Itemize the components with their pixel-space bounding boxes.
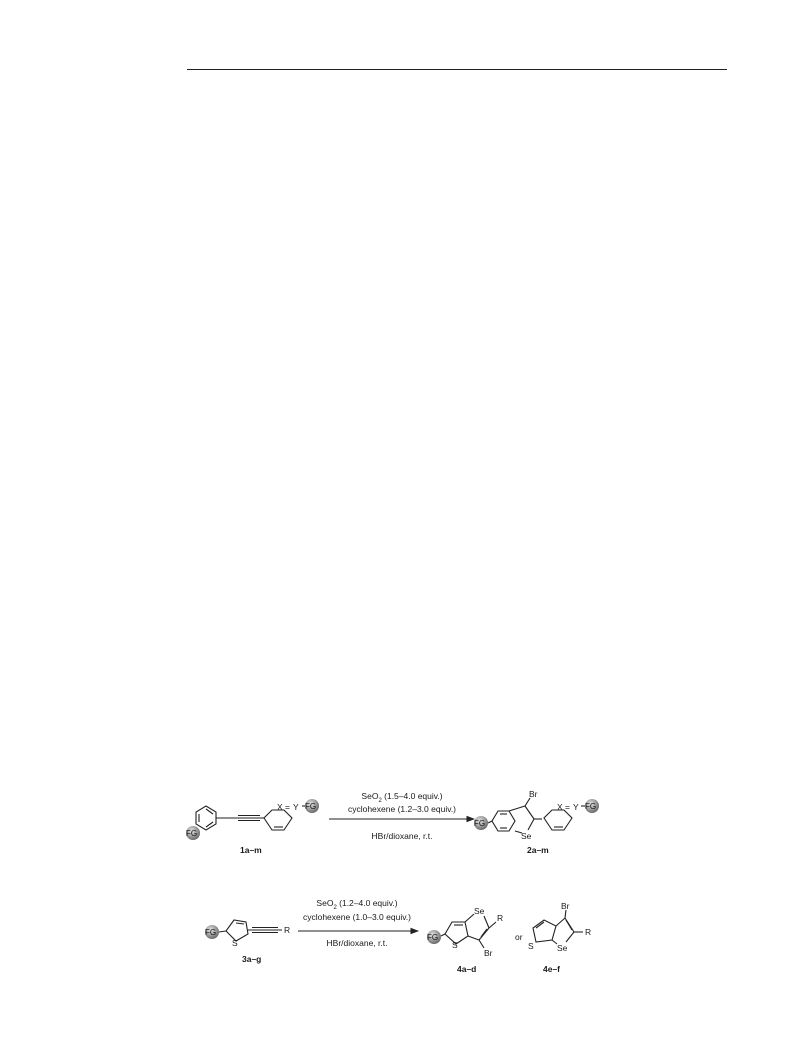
fg-label: FG: [305, 802, 317, 811]
fg-label: FG: [427, 933, 439, 942]
x-atom: X: [557, 802, 563, 812]
reagent-line-1: SeO$_2$ (1.2–4.0 equiv.): [316, 898, 398, 911]
reagent-line-2: cyclohexene (1.0–3.0 equiv.): [302, 912, 412, 922]
s-atom: S: [452, 940, 458, 950]
eq-sign: =: [565, 802, 570, 812]
scheme-2: [205, 898, 591, 974]
fg-label: FG: [585, 802, 597, 811]
br-atom: Br: [561, 901, 570, 911]
compound-label-4e-f: 4e–f: [543, 964, 561, 974]
reactant-1a-m-structure: [186, 799, 319, 840]
compound-label-3a-g: 3a–g: [242, 954, 262, 964]
s-atom: S: [528, 941, 534, 951]
product-4e-f-structure: [528, 901, 591, 953]
reactant-3a-g-structure: [205, 920, 290, 948]
eq-sign: =: [285, 802, 290, 812]
fg-label: FG: [186, 829, 198, 838]
fg-label: FG: [205, 928, 217, 937]
reaction-conditions: HBr/dioxane, r.t.: [371, 831, 433, 841]
compound-label-4a-d: 4a–d: [457, 964, 477, 974]
se-atom: Se: [557, 943, 568, 953]
se-atom: Se: [521, 831, 532, 841]
se-atom: Se: [474, 906, 485, 916]
reaction-conditions: HBr/dioxane, r.t.: [326, 938, 388, 948]
y-atom: Y: [293, 802, 299, 812]
reagent-line-1: SeO$_2$ (1.5–4.0 equiv.): [361, 791, 443, 804]
compound-label-2a-m: 2a–m: [527, 845, 549, 855]
r-group: R: [497, 913, 504, 923]
s-atom: S: [232, 938, 238, 948]
r-group: R: [585, 927, 592, 937]
br-atom: Br: [484, 948, 493, 958]
or-text: or: [515, 932, 523, 942]
reagent-line-2: cyclohexene (1.2–3.0 equiv.): [347, 804, 457, 814]
scheme-1: [186, 789, 599, 855]
product-4a-d-structure: [427, 906, 503, 958]
y-atom: Y: [573, 802, 579, 812]
compound-label-1a-m: 1a–m: [240, 845, 262, 855]
r-group: R: [284, 925, 291, 935]
product-2a-m-structure: [474, 789, 599, 841]
x-atom: X: [277, 802, 283, 812]
br-atom: Br: [529, 789, 538, 799]
fg-label: FG: [474, 819, 486, 828]
